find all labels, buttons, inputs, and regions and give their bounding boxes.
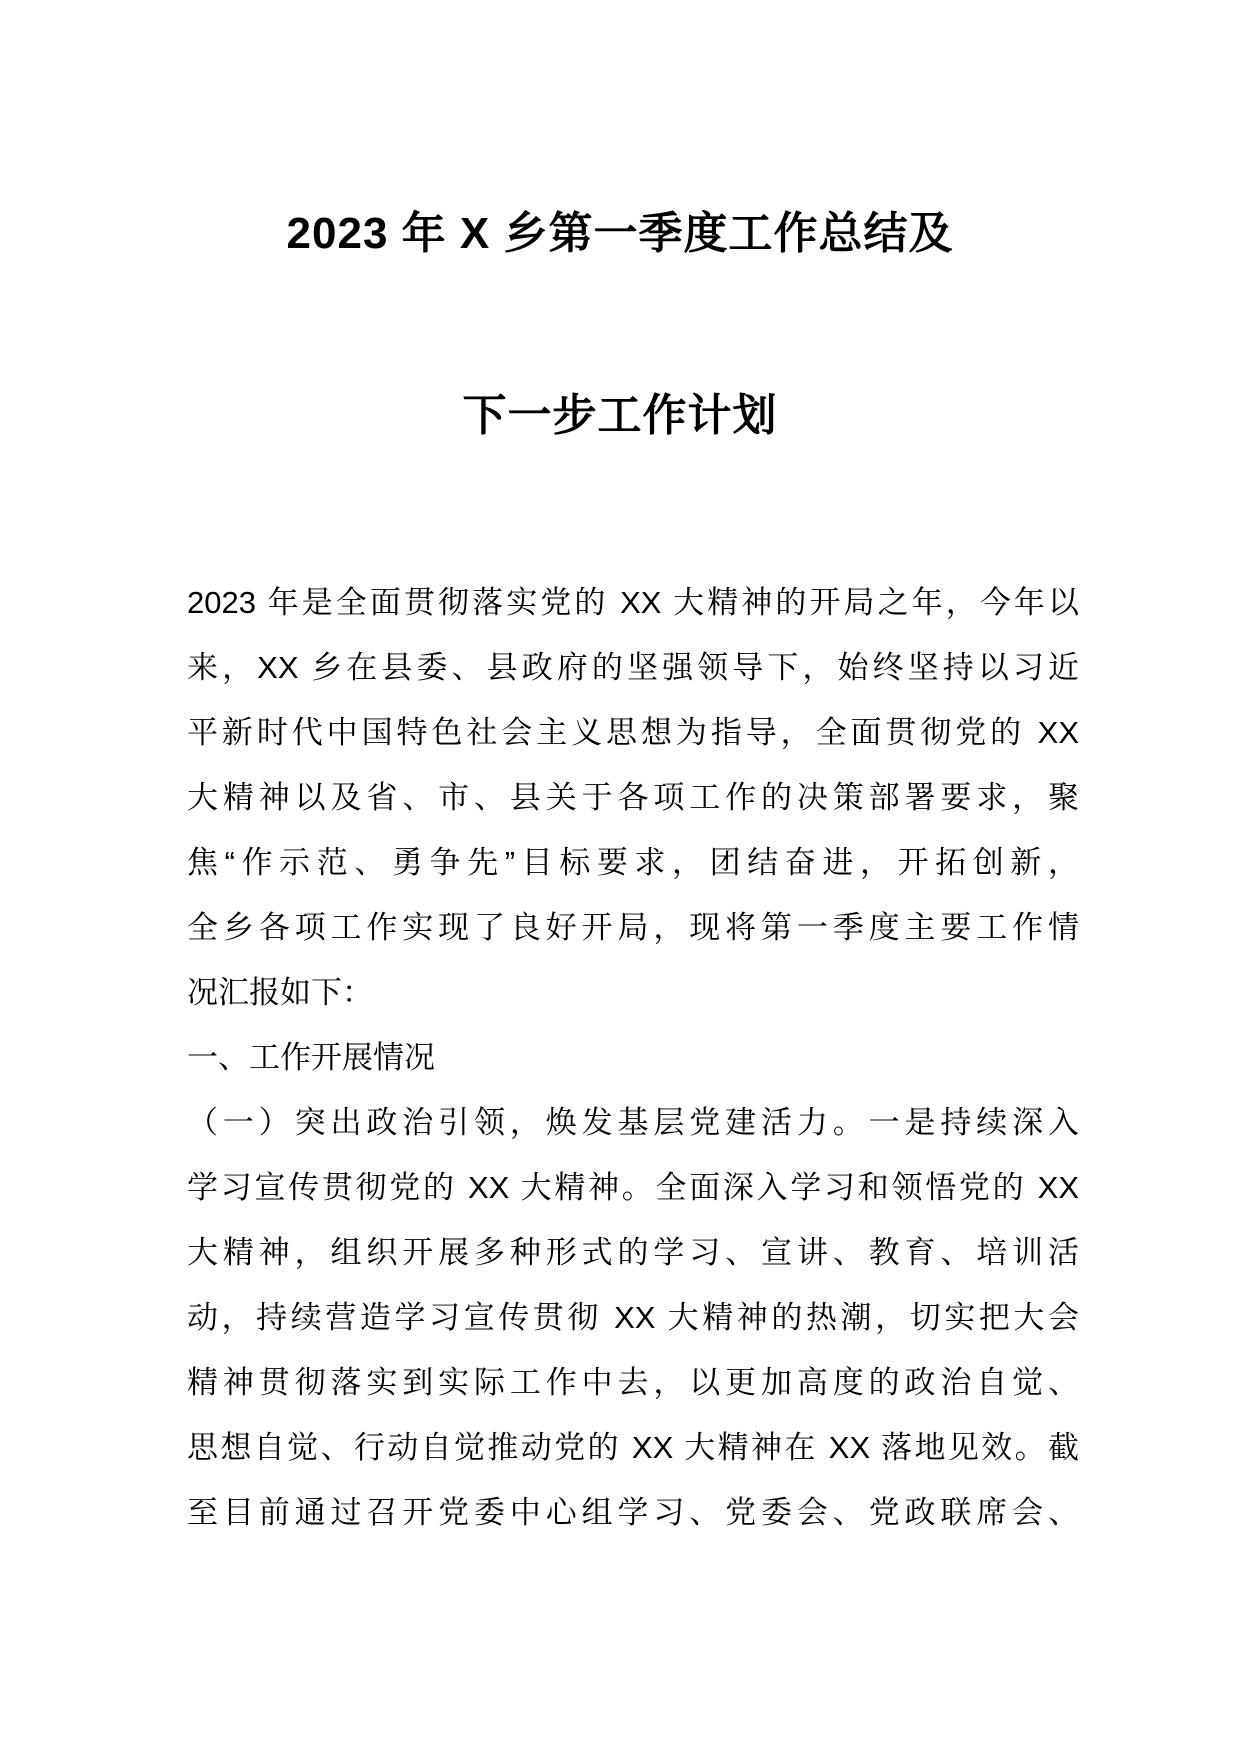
body-line-section-heading: 一、工作开展情况 — [187, 1040, 435, 1075]
body-line: 来，XX 乡在县委、县政府的坚强领导下，始终坚持以习近 — [187, 650, 1079, 685]
body-line: 2023 年是全面贯彻落实党的 XX 大精神的开局之年，今年以 — [187, 585, 1079, 620]
body-line: 大精神以及省、市、县关于各项工作的决策部署要求，聚 — [187, 780, 1079, 815]
document-body — [187, 570, 1079, 1545]
body-line: 至目前通过召开党委中心组学习、党委会、党政联席会、 — [187, 1495, 1079, 1530]
document-title-line-2: 下一步工作计划 — [462, 391, 778, 440]
body-line: 学习宣传贯彻党的 XX 大精神。全面深入学习和领悟党的 XX — [187, 1170, 1079, 1205]
body-line: 动，持续营造学习宣传贯彻 XX 大精神的热潮，切实把大会 — [187, 1300, 1079, 1335]
body-line: 况汇报如下： — [187, 975, 373, 1010]
body-line: 大精神，组织开展多种形式的学习、宣讲、教育、培训活 — [187, 1235, 1079, 1270]
body-line: （一）突出政治引领，焕发基层党建活力。一是持续深入 — [187, 1105, 1079, 1140]
document-title-line-1: 2023 年 X 乡第一季度工作总结及 — [286, 209, 954, 258]
body-line: 焦“作示范、勇争先”目标要求，团结奋进，开拓创新， — [187, 845, 1079, 880]
body-line: 全乡各项工作实现了良好开局，现将第一季度主要工作情 — [187, 910, 1079, 945]
body-line: 思想自觉、行动自觉推动党的 XX 大精神在 XX 落地见效。截 — [187, 1430, 1079, 1465]
body-line: 精神贯彻落实到实际工作中去，以更加高度的政治自觉、 — [187, 1365, 1079, 1400]
body-line: 平新时代中国特色社会主义思想为指导，全面贯彻党的 XX — [187, 715, 1079, 750]
